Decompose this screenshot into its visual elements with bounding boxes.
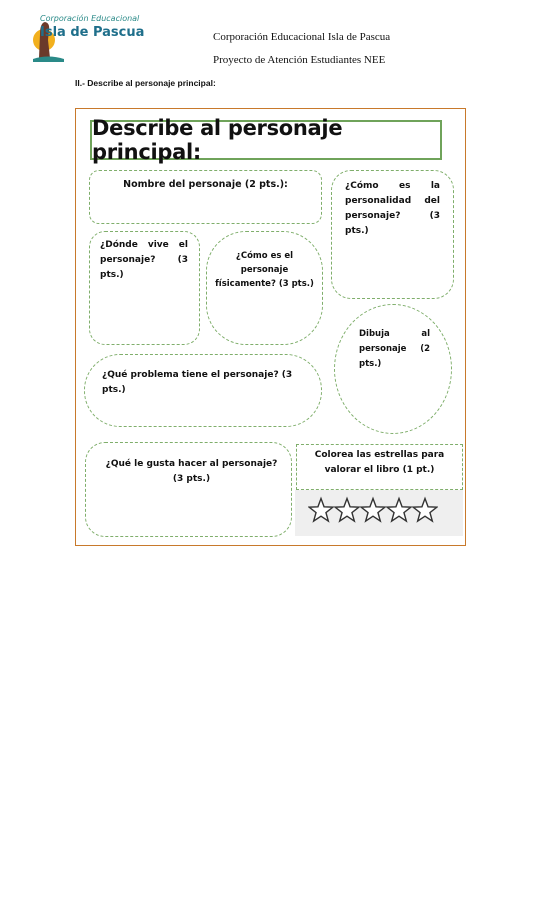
star-icon[interactable] bbox=[387, 499, 411, 522]
logo-title: Isla de Pascua bbox=[40, 25, 145, 40]
where-lives-prompt: ¿Dónde vive el personaje? (3 pts.) bbox=[100, 240, 188, 280]
likes-prompt: ¿Qué le gusta hacer al personaje? (3 pts.) bbox=[105, 459, 278, 484]
likes-box bbox=[85, 442, 292, 537]
where-lives-box bbox=[89, 231, 200, 345]
problem-box bbox=[84, 354, 322, 427]
draw-box bbox=[334, 304, 452, 434]
logo-subtitle: Corporación Educacional bbox=[40, 14, 140, 23]
section-title: II.- Describe al personaje principal: bbox=[75, 78, 216, 88]
problem-prompt: ¿Qué problema tiene el personaje? (3 pts.) bbox=[102, 370, 293, 395]
header-project: Proyecto de Atención Estudiantes NEE bbox=[213, 54, 386, 66]
worksheet-title: Describe al personaje principal: bbox=[90, 120, 442, 160]
personality-box bbox=[331, 170, 454, 299]
rating-box bbox=[296, 444, 463, 490]
draw-prompt: Dibuja al personaje (2 pts.) bbox=[359, 329, 430, 369]
name-box bbox=[89, 170, 322, 224]
header-institution: Corporación Educacional Isla de Pascua bbox=[213, 31, 391, 43]
star-icon[interactable] bbox=[335, 499, 359, 522]
star-icon[interactable] bbox=[413, 499, 437, 522]
personality-prompt: ¿Cómo es la personalidad del personaje? (3 pts.) bbox=[345, 181, 440, 236]
rating-stars[interactable] bbox=[308, 491, 438, 529]
physical-prompt: ¿Cómo es el personaje físicamente? (3 pts.) bbox=[215, 251, 314, 289]
physical-box bbox=[206, 231, 323, 345]
star-icon[interactable] bbox=[309, 499, 333, 522]
name-prompt: Nombre del personaje (2 pts.): bbox=[123, 179, 288, 190]
rating-prompt: Colorea las estrellas para valorar el libro (1 pt.) bbox=[314, 450, 445, 475]
star-icon[interactable] bbox=[361, 499, 385, 522]
